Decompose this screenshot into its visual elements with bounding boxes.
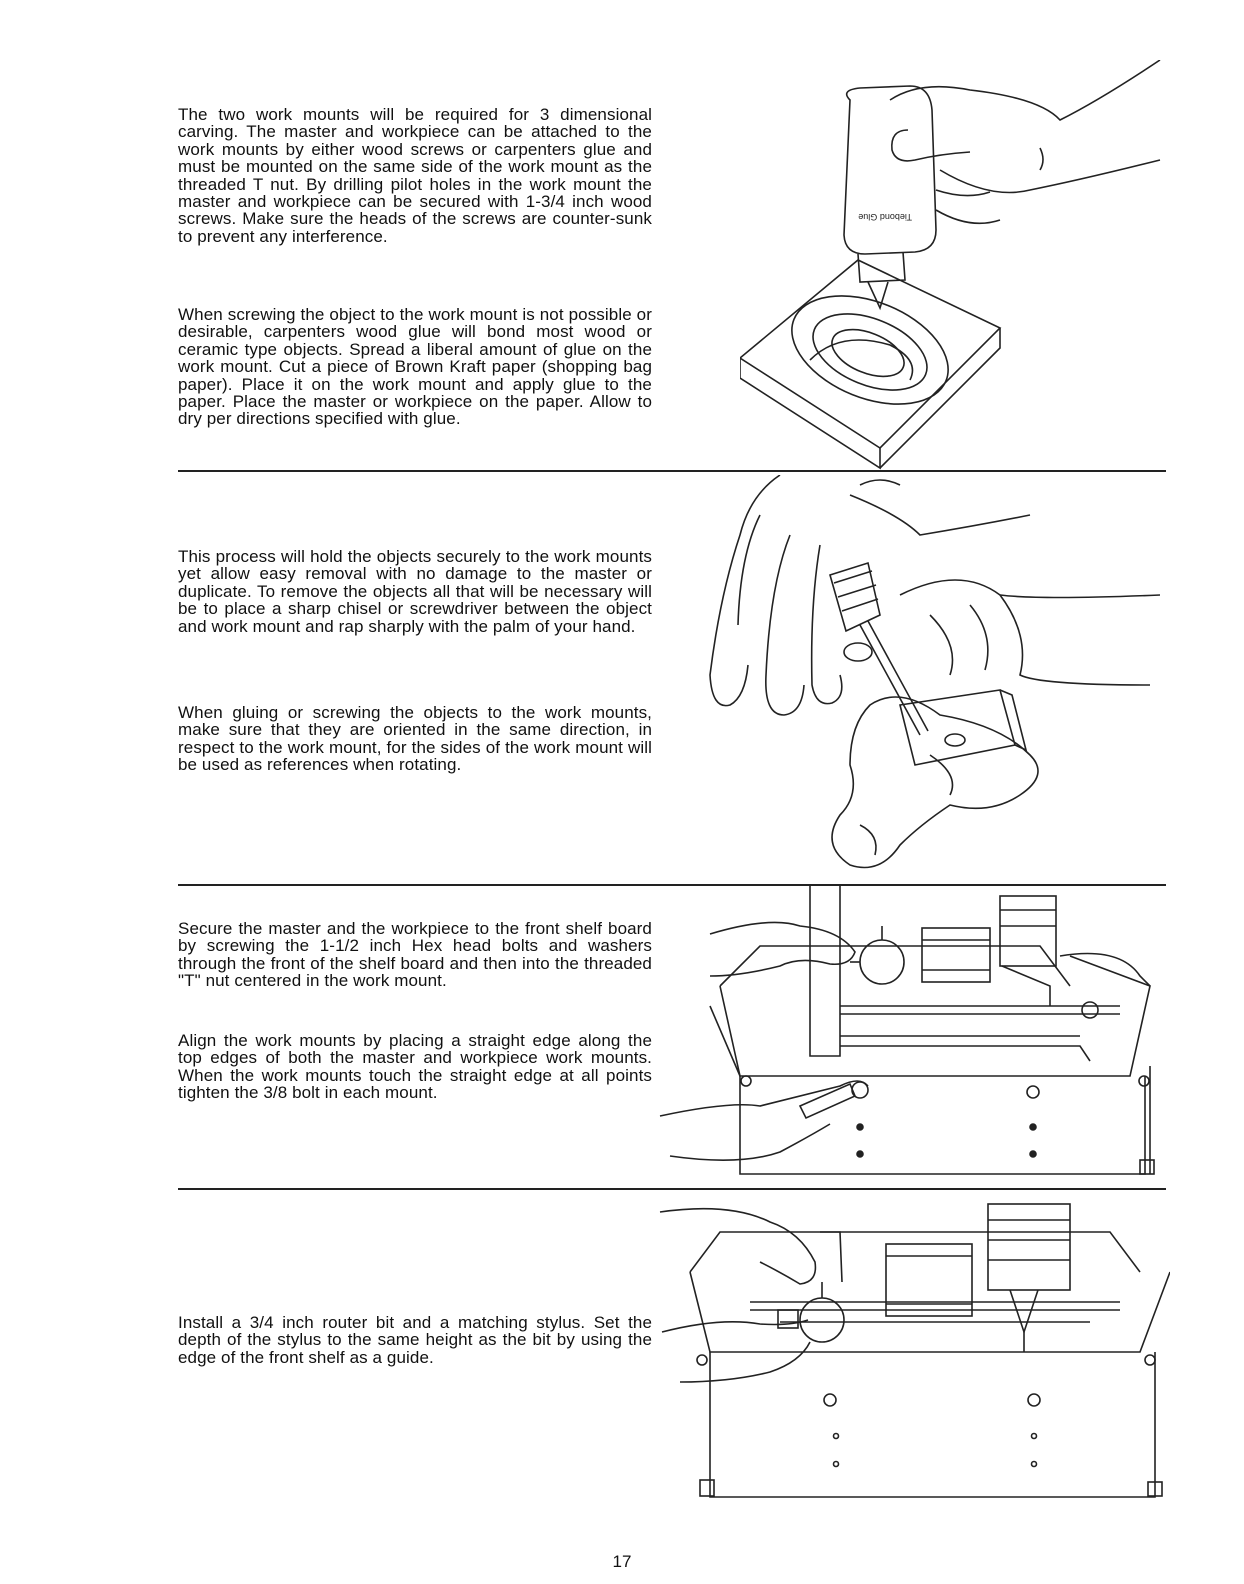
- shelf-wrench-illustration: [650, 886, 1160, 1186]
- chisel-removal-illustration: [700, 475, 1160, 880]
- router-stylus-illustration: [650, 1192, 1170, 1512]
- glue-bottle-illustration: [740, 60, 1170, 470]
- section-divider: [178, 1188, 1166, 1190]
- page-number: 17: [612, 1552, 632, 1571]
- section-3-paragraph-1: Secure the master and the workpiece to the front shelf board by screwing the 1-1/2 inch Hex head bolts and washers through the front of the shelf board and then into the threaded "T" nut centered in the work mount.: [178, 919, 652, 991]
- bottle-label: Tiebond Glue: [858, 212, 912, 222]
- section-4-paragraph-1: Install a 3/4 inch router bit and a matching stylus. Set the depth of the stylus to the same height as the bit by using the edge of the front shelf as a guide.: [178, 1313, 652, 1367]
- section-1-paragraph-2: When screwing the object to the work mount is not possible or desirable, carpenters wood glue will bond most wood or ceramic type objects. Spread a liberal amount of glue on the work mount. Cut a piece of Brown Kraft paper (shopping bag paper). Place it on the work mount and apply glue to the paper. Place the master or workpiece on the paper. Allow to dry per directions specified with glue.: [178, 305, 652, 429]
- section-3-paragraph-2: Align the work mounts by placing a straight edge along the top edges of both the master and workpiece work mounts. When the work mounts touch the straight edge at all points tighten the 3/8 bolt in each mount.: [178, 1031, 652, 1103]
- section-1-paragraph-1: The two work mounts will be required for 3 dimensional carving. The master and workpiece can be attached to the work mounts by either wood screws or carpenters glue and must be mounted on the same side of the work mount as the threaded T nut. By drilling pilot holes in the work mount the master and workpiece can be secured with 1-3/4 inch wood screws. Make sure the heads of the screws are counter-sunk to prevent any interference.: [178, 105, 652, 246]
- section-divider: [178, 470, 1166, 472]
- section-2-paragraph-2: When gluing or screwing the objects to the work mounts, make sure that they are oriented in the same direction, in respect to the work mount, for the sides of the work mount will be used as references when rotating.: [178, 703, 652, 775]
- section-2-paragraph-1: This process will hold the objects securely to the work mounts yet allow easy removal with no damage to the master or duplicate. To remove the objects all that will be necessary will be to place a sharp chisel or screwdriver between the object and work mount and rap sharply with the palm of your hand.: [178, 547, 652, 636]
